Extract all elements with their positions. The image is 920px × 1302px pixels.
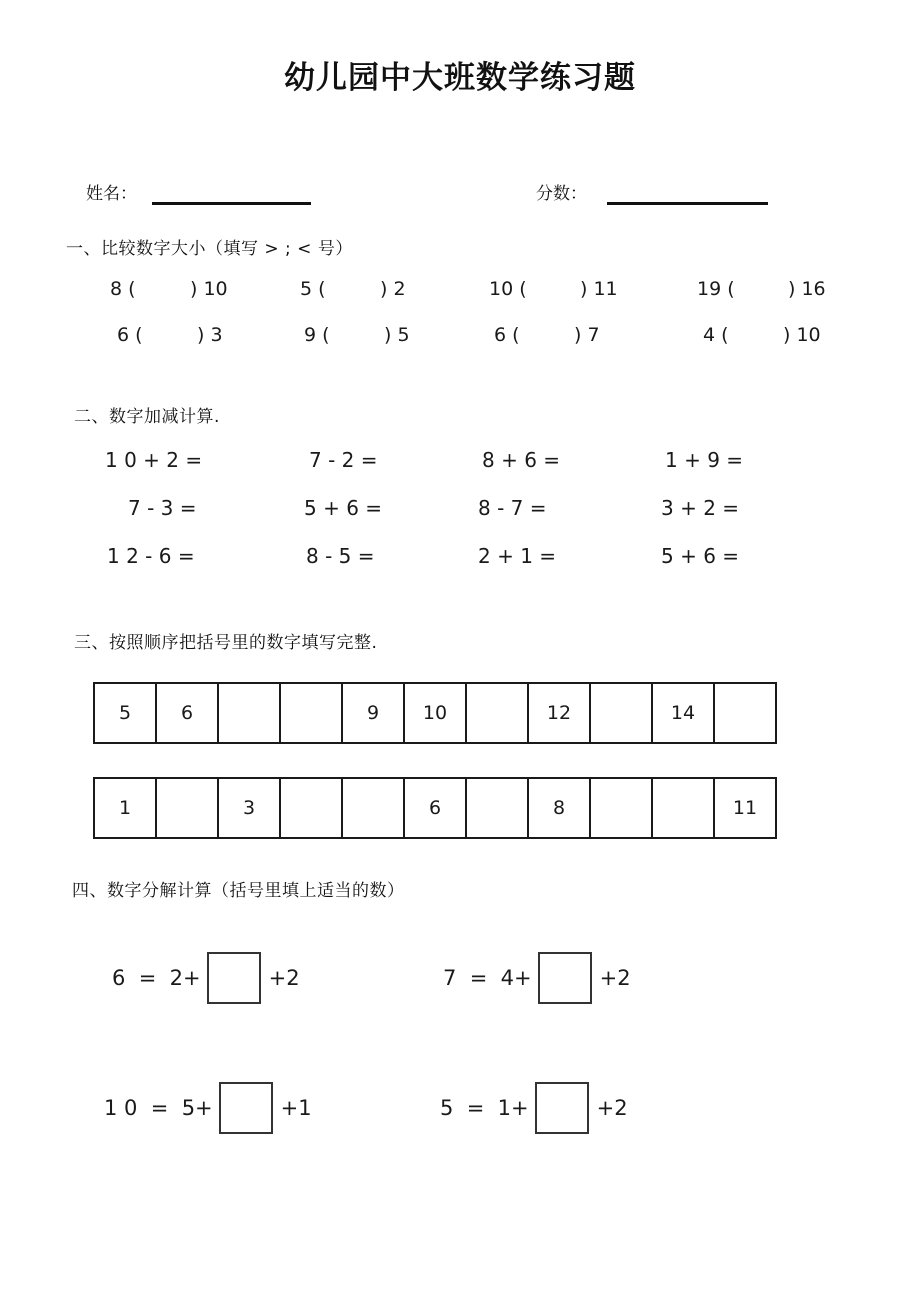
compare-operand-left: 6 ( [494,324,520,346]
sequence-table-1 [93,682,777,744]
sequence-cell-blank[interactable] [467,779,529,837]
section-heading-sequence: 三、按照顺序把括号里的数字填写完整. [74,633,378,653]
decomposition-expression-left: 7 = 4+ [443,966,532,990]
sequence-cell-blank[interactable] [591,779,653,837]
decomposition-answer-box[interactable] [535,1082,589,1134]
sequence-cell: 11 [715,779,777,837]
decomposition-expression-left: 5 = 1+ [440,1096,529,1120]
decomposition-item-2 [443,952,631,1004]
arithmetic-row-1 [0,448,920,482]
student-info-row [0,176,920,206]
decomposition-expression-right: +2 [599,966,631,990]
decomposition-expression-right: +2 [596,1096,628,1120]
arithmetic-problem: 5 + 6 = [661,544,740,568]
sequence-cell: 12 [529,684,591,742]
sequence-cell: 8 [529,779,591,837]
sequence-cell-blank[interactable] [653,779,715,837]
compare-operand-right: ) 7 [574,324,600,346]
sequence-table-2 [93,777,777,839]
section-heading-arithmetic: 二、数字加减计算. [74,407,220,427]
sequence-cell-blank[interactable] [343,779,405,837]
compare-operand-right: ) 11 [580,278,618,300]
compare-operand-left: 19 ( [697,278,735,300]
sequence-cell: 3 [219,779,281,837]
arithmetic-problem: 1 0 + 2 = [105,448,203,472]
decomposition-answer-box[interactable] [207,952,261,1004]
page-title: 幼儿园中大班数学练习题 [284,60,636,96]
compare-operand-right: ) 2 [380,278,406,300]
decomposition-item-1 [112,952,300,1004]
score-input-rule[interactable] [607,202,768,205]
arithmetic-problem: 8 - 5 = [306,544,375,568]
compare-operand-right: ) 10 [190,278,228,300]
sequence-cell-blank[interactable] [591,684,653,742]
compare-operand-left: 6 ( [117,324,143,346]
name-input-rule[interactable] [152,202,311,205]
compare-operand-left: 4 ( [703,324,729,346]
compare-operand-left: 8 ( [110,278,136,300]
arithmetic-problem: 1 + 9 = [665,448,744,472]
sequence-cell-blank[interactable] [281,684,343,742]
sequence-cell: 6 [157,684,219,742]
sequence-cell: 9 [343,684,405,742]
section-heading-compare: 一、比较数字大小（填写 > ; < 号） [66,239,353,259]
arithmetic-problem: 8 + 6 = [482,448,561,472]
decomposition-item-4 [440,1082,628,1134]
arithmetic-problem: 3 + 2 = [661,496,740,520]
sequence-cell: 1 [95,779,157,837]
arithmetic-problem: 1 2 - 6 = [107,544,195,568]
compare-operand-left: 10 ( [489,278,527,300]
decomposition-answer-box[interactable] [538,952,592,1004]
sequence-cell-blank[interactable] [281,779,343,837]
compare-operand-right: ) 5 [384,324,410,346]
sequence-cell: 5 [95,684,157,742]
arithmetic-row-2 [0,496,920,530]
compare-row-2 [0,324,920,358]
decomposition-item-3 [104,1082,312,1134]
name-label: 姓名： [86,184,137,204]
score-label: 分数： [536,184,587,204]
compare-operand-right: ) 3 [197,324,223,346]
arithmetic-problem: 7 - 2 = [309,448,378,472]
sequence-cell-blank[interactable] [715,684,777,742]
compare-operand-left: 9 ( [304,324,330,346]
compare-operand-right: ) 10 [783,324,821,346]
decomposition-expression-right: +2 [268,966,300,990]
compare-row-1 [0,278,920,312]
decomposition-answer-box[interactable] [219,1082,273,1134]
sequence-cell: 10 [405,684,467,742]
compare-operand-right: ) 16 [788,278,826,300]
sequence-cell-blank[interactable] [219,684,281,742]
arithmetic-problem: 8 - 7 = [478,496,547,520]
arithmetic-problem: 7 - 3 = [128,496,197,520]
arithmetic-problem: 5 + 6 = [304,496,383,520]
arithmetic-row-3 [0,544,920,578]
decomposition-expression-left: 6 = 2+ [112,966,201,990]
sequence-cell-blank[interactable] [157,779,219,837]
sequence-cell: 14 [653,684,715,742]
sequence-cell: 6 [405,779,467,837]
arithmetic-problem: 2 + 1 = [478,544,557,568]
sequence-cell-blank[interactable] [467,684,529,742]
section-heading-decomposition: 四、数字分解计算（括号里填上适当的数） [72,881,405,901]
decomposition-expression-right: +1 [280,1096,312,1120]
decomposition-expression-left: 1 0 = 5+ [104,1096,213,1120]
compare-operand-left: 5 ( [300,278,326,300]
